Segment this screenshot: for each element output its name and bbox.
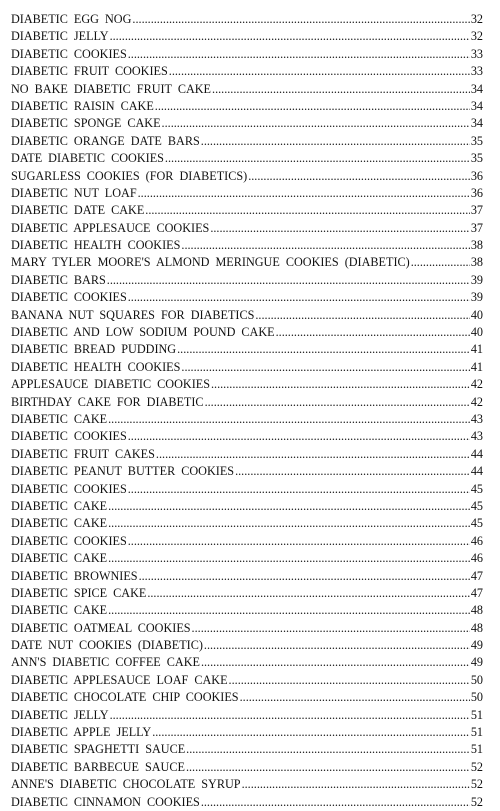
toc-entry-title: DIABETIC COOKIES bbox=[11, 46, 127, 61]
toc-entry bbox=[11, 46, 483, 63]
toc-entry bbox=[11, 202, 483, 219]
toc-entry-title: APPLESAUCE DIABETIC COOKIES bbox=[11, 377, 210, 392]
toc-entry bbox=[11, 11, 483, 28]
toc-entry bbox=[11, 98, 483, 115]
toc-entry-page-number: 42 bbox=[470, 377, 483, 392]
toc-entry-page-number: 52 bbox=[470, 777, 483, 792]
toc-entry-page-number: 44 bbox=[470, 464, 483, 479]
dot-leader bbox=[235, 463, 470, 480]
dot-leader bbox=[255, 307, 469, 324]
toc-entry bbox=[11, 481, 483, 498]
toc-entry-page-number: 36 bbox=[470, 168, 483, 183]
toc-entry-title: DIABETIC CAKE bbox=[11, 603, 108, 618]
dot-leader bbox=[139, 568, 470, 585]
toc-entry-page-number: 47 bbox=[470, 585, 483, 600]
toc-entry bbox=[11, 341, 483, 358]
toc-entry-page-number: 47 bbox=[470, 568, 483, 583]
toc-entry-title: ANNE'S DIABETIC CHOCOLATE SYRUP bbox=[11, 777, 241, 792]
dot-leader bbox=[138, 185, 470, 202]
dot-leader bbox=[145, 202, 470, 219]
toc-entry-page-number: 51 bbox=[470, 707, 483, 722]
toc-entry bbox=[11, 602, 483, 619]
toc-entry-page-number: 38 bbox=[470, 255, 483, 270]
dot-leader bbox=[229, 672, 470, 689]
toc-entry bbox=[11, 446, 483, 463]
toc-entry bbox=[11, 150, 483, 167]
toc-entry bbox=[11, 741, 483, 758]
dot-leader bbox=[162, 115, 470, 132]
dot-leader bbox=[152, 724, 470, 741]
toc-entry-page-number: 46 bbox=[470, 533, 483, 548]
toc-entry-page-number: 32 bbox=[470, 29, 483, 44]
toc-entry-page-number: 39 bbox=[470, 272, 483, 287]
dot-leader bbox=[132, 11, 469, 28]
dot-leader bbox=[128, 428, 470, 445]
dot-leader bbox=[165, 150, 470, 167]
dot-leader bbox=[108, 498, 470, 515]
dot-leader bbox=[108, 515, 470, 532]
toc-entry bbox=[11, 428, 483, 445]
dot-leader bbox=[276, 324, 470, 341]
toc-entry-page-number: 34 bbox=[470, 98, 483, 113]
dot-leader bbox=[181, 359, 469, 376]
toc-entry bbox=[11, 585, 483, 602]
toc-entry-page-number: 40 bbox=[470, 325, 483, 340]
toc-entry-page-number: 48 bbox=[470, 620, 483, 635]
dot-leader bbox=[242, 776, 470, 793]
toc-entry-page-number: 50 bbox=[470, 672, 483, 687]
toc-entry-title: DIABETIC BROWNIES bbox=[11, 568, 138, 583]
toc-entry-title: DIABETIC CHOCOLATE CHIP COOKIES bbox=[11, 690, 239, 705]
toc-entry-page-number: 33 bbox=[470, 64, 483, 79]
toc-entry bbox=[11, 220, 483, 237]
dot-leader bbox=[212, 81, 470, 98]
toc-entry bbox=[11, 794, 483, 811]
dot-leader bbox=[240, 689, 470, 706]
dot-leader bbox=[201, 654, 470, 671]
toc-entry bbox=[11, 672, 483, 689]
toc-entry-page-number: 45 bbox=[470, 516, 483, 531]
toc-entry bbox=[11, 533, 483, 550]
toc-entry-title: ANN'S DIABETIC COFFEE CAKE bbox=[11, 655, 200, 670]
dot-leader bbox=[110, 28, 470, 45]
dot-leader bbox=[211, 376, 470, 393]
toc-entry-page-number: 42 bbox=[470, 394, 483, 409]
toc-entry-page-number: 43 bbox=[470, 411, 483, 426]
dot-leader bbox=[110, 707, 470, 724]
toc-entry bbox=[11, 28, 483, 45]
toc-entry-title: DIABETIC FRUIT CAKES bbox=[11, 446, 155, 461]
toc-entry-title: DIABETIC APPLE JELLY bbox=[11, 725, 152, 740]
toc-entry-page-number: 51 bbox=[470, 742, 483, 757]
toc-entry-title: DIABETIC APPLESAUCE COOKIES bbox=[11, 220, 210, 235]
toc-entry bbox=[11, 185, 483, 202]
toc-entry-title: DIABETIC SPONGE CAKE bbox=[11, 116, 161, 131]
toc-entry bbox=[11, 394, 483, 411]
toc-entry-page-number: 41 bbox=[470, 342, 483, 357]
dot-leader bbox=[210, 220, 470, 237]
toc-entry-page-number: 46 bbox=[470, 551, 483, 566]
toc-entry-title: DIABETIC NUT LOAF bbox=[11, 185, 137, 200]
toc-entry bbox=[11, 550, 483, 567]
dot-leader bbox=[186, 741, 470, 758]
toc-entry-page-number: 32 bbox=[470, 12, 483, 26]
toc-entry-title: DIABETIC RAISIN CAKE bbox=[11, 98, 154, 113]
toc-entry-title: DIABETIC CAKE bbox=[11, 551, 108, 566]
toc-entry-title: DIABETIC OATMEAL COOKIES bbox=[11, 620, 191, 635]
toc-entry-title: DIABETIC BREAD PUDDING bbox=[11, 342, 177, 357]
dot-leader bbox=[201, 794, 470, 811]
toc-entry-title: DIABETIC CAKE bbox=[11, 516, 108, 531]
toc-entry-page-number: 49 bbox=[470, 655, 483, 670]
toc-entry-title: DIABETIC BARBECUE SAUCE bbox=[11, 759, 185, 774]
toc-entry-title: DIABETIC CAKE bbox=[11, 411, 108, 426]
toc-entry-title: DIABETIC COOKIES bbox=[11, 429, 127, 444]
toc-entry-page-number: 33 bbox=[470, 46, 483, 61]
toc-entry bbox=[11, 637, 483, 654]
toc-entry-page-number: 45 bbox=[470, 498, 483, 513]
toc-entry bbox=[11, 63, 483, 80]
toc-entry-page-number: 36 bbox=[470, 185, 483, 200]
toc-entry-title: DIABETIC PEANUT BUTTER COOKIES bbox=[11, 464, 235, 479]
toc-entry-title: DIABETIC HEALTH COOKIES bbox=[11, 359, 181, 374]
toc-entry-page-number: 44 bbox=[470, 446, 483, 461]
toc-entry-title: DIABETIC CINNAMON COOKIES bbox=[11, 794, 200, 809]
dot-leader bbox=[128, 481, 470, 498]
toc-entry bbox=[11, 133, 483, 150]
toc-entry bbox=[11, 463, 483, 480]
toc-entry-page-number: 52 bbox=[470, 759, 483, 774]
dot-leader bbox=[169, 63, 470, 80]
toc-entry-title: DIABETIC SPAGHETTI SAUCE bbox=[11, 742, 186, 757]
dot-leader bbox=[128, 533, 470, 550]
dot-leader bbox=[201, 133, 470, 150]
dot-leader bbox=[108, 411, 470, 428]
toc-entry bbox=[11, 324, 483, 341]
dot-leader bbox=[108, 602, 470, 619]
dot-leader bbox=[186, 759, 470, 776]
toc-entry bbox=[11, 289, 483, 306]
toc-entry bbox=[11, 759, 483, 776]
toc-entry-title: DIABETIC COOKIES bbox=[11, 481, 127, 496]
toc-entry-page-number: 37 bbox=[470, 203, 483, 218]
toc-entry-title: DIABETIC APPLESAUCE LOAF CAKE bbox=[11, 672, 228, 687]
dot-leader bbox=[204, 637, 470, 654]
dot-leader bbox=[192, 620, 470, 637]
toc-entry bbox=[11, 307, 483, 324]
toc-entry-page-number: 50 bbox=[470, 690, 483, 705]
toc-entry bbox=[11, 568, 483, 585]
toc-entry-page-number: 52 bbox=[470, 794, 483, 809]
toc-entry-page-number: 34 bbox=[470, 81, 483, 96]
toc-entry-title: DIABETIC COOKIES bbox=[11, 290, 127, 305]
toc-entry-title: DIABETIC DATE CAKE bbox=[11, 203, 145, 218]
toc-entry bbox=[11, 776, 483, 793]
dot-leader bbox=[147, 585, 469, 602]
toc-entry-title: BANANA NUT SQUARES FOR DIABETICS bbox=[11, 307, 255, 322]
toc-entry bbox=[11, 724, 483, 741]
toc-entry-title: SUGARLESS COOKIES (FOR DIABETICS) bbox=[11, 168, 248, 183]
toc-entry bbox=[11, 689, 483, 706]
toc-entry-page-number: 35 bbox=[470, 151, 483, 166]
toc-entry bbox=[11, 237, 483, 254]
toc-entry bbox=[11, 359, 483, 376]
dot-leader bbox=[156, 446, 470, 463]
toc-entry bbox=[11, 376, 483, 393]
toc-entry-title: DIABETIC EGG NOG bbox=[11, 12, 132, 26]
toc-entry-title: DIABETIC ORANGE DATE BARS bbox=[11, 133, 200, 148]
toc-entry-title: DIABETIC AND LOW SODIUM POUND CAKE bbox=[11, 325, 275, 340]
toc-entry-page-number: 51 bbox=[470, 725, 483, 740]
toc-entry-title: MARY TYLER MOORE'S ALMOND MERINGUE COOKIES (DIABETIC) bbox=[11, 255, 410, 270]
toc-entry-page-number: 41 bbox=[470, 359, 483, 374]
toc-entry bbox=[11, 515, 483, 532]
table-of-contents bbox=[11, 11, 483, 811]
toc-entry-title: DIABETIC HEALTH COOKIES bbox=[11, 238, 181, 253]
toc-entry bbox=[11, 498, 483, 515]
toc-entry-title: DIABETIC JELLY bbox=[11, 707, 109, 722]
toc-entry-title: DIABETIC FRUIT COOKIES bbox=[11, 64, 168, 79]
toc-entry bbox=[11, 168, 483, 185]
toc-entry bbox=[11, 411, 483, 428]
toc-entry-page-number: 34 bbox=[470, 116, 483, 131]
toc-entry-title: DIABETIC COOKIES bbox=[11, 533, 127, 548]
toc-entry-title: DATE DIABETIC COOKIES bbox=[11, 151, 164, 166]
dot-leader bbox=[155, 98, 470, 115]
toc-entry-title: DIABETIC CAKE bbox=[11, 498, 108, 513]
dot-leader bbox=[108, 550, 470, 567]
toc-entry-title: BIRTHDAY CAKE FOR DIABETIC bbox=[11, 394, 204, 409]
toc-entry-title: DIABETIC SPICE CAKE bbox=[11, 585, 147, 600]
dot-leader bbox=[128, 46, 470, 63]
toc-entry bbox=[11, 81, 483, 98]
toc-entry-page-number: 35 bbox=[470, 133, 483, 148]
dot-leader bbox=[411, 254, 470, 271]
toc-entry-page-number: 49 bbox=[470, 638, 483, 653]
dot-leader bbox=[205, 394, 470, 411]
toc-entry-title: DIABETIC BARS bbox=[11, 272, 106, 287]
dot-leader bbox=[107, 272, 470, 289]
toc-entry bbox=[11, 620, 483, 637]
toc-entry bbox=[11, 254, 483, 271]
toc-entry-title: DATE NUT COOKIES (DIABETIC) bbox=[11, 638, 203, 653]
toc-entry-page-number: 40 bbox=[470, 307, 483, 322]
toc-entry bbox=[11, 272, 483, 289]
toc-entry-page-number: 45 bbox=[470, 481, 483, 496]
toc-entry-page-number: 43 bbox=[470, 429, 483, 444]
dot-leader bbox=[128, 289, 470, 306]
toc-entry bbox=[11, 654, 483, 671]
toc-entry-page-number: 48 bbox=[470, 603, 483, 618]
toc-entry-page-number: 38 bbox=[470, 238, 483, 253]
dot-leader bbox=[177, 341, 470, 358]
dot-leader bbox=[181, 237, 469, 254]
dot-leader bbox=[248, 168, 470, 185]
toc-entry-title: NO BAKE DIABETIC FRUIT CAKE bbox=[11, 81, 212, 96]
toc-entry-page-number: 37 bbox=[470, 220, 483, 235]
toc-entry bbox=[11, 115, 483, 132]
toc-entry bbox=[11, 707, 483, 724]
toc-entry-page-number: 39 bbox=[470, 290, 483, 305]
toc-entry-title: DIABETIC JELLY bbox=[11, 29, 109, 44]
